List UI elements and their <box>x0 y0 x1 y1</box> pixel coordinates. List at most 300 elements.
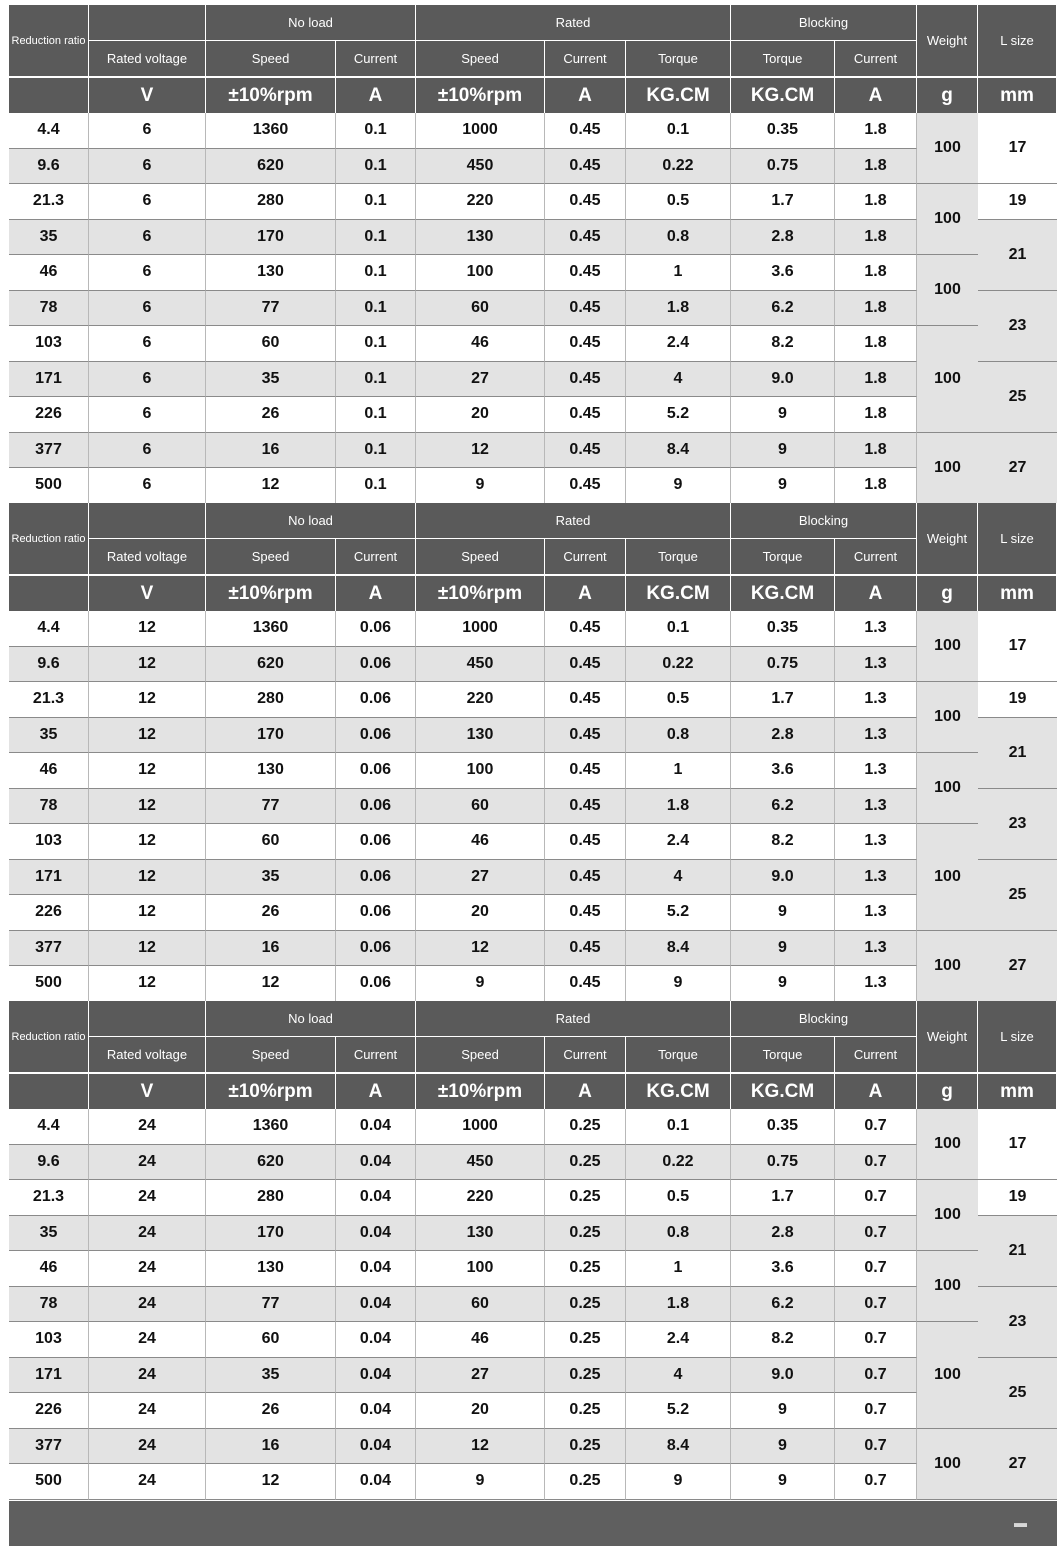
table-cell: 16 <box>206 433 336 469</box>
table-cell: 60 <box>206 1322 336 1358</box>
header-current: Current <box>336 1037 416 1073</box>
unit-cell: ±10%rpm <box>416 575 545 611</box>
table-cell: 280 <box>206 1180 336 1216</box>
header-current: Current <box>545 539 626 575</box>
table-cell: 2.8 <box>731 718 835 754</box>
l-size-cell: 23 <box>978 291 1057 362</box>
table-cell: 0.5 <box>626 184 731 220</box>
table-cell: 1.3 <box>835 966 917 1002</box>
table-cell: 24 <box>89 1358 206 1394</box>
table-cell: 9.0 <box>731 860 835 896</box>
table-cell: 377 <box>9 1429 89 1465</box>
header-rated-voltage: Rated voltage <box>89 1037 206 1073</box>
table-cell: 0.04 <box>336 1145 416 1181</box>
table-cell: 0.45 <box>545 468 626 504</box>
unit-cell-empty <box>9 575 89 611</box>
table-cell: 0.45 <box>545 789 626 825</box>
table-cell: 130 <box>206 1251 336 1287</box>
table-cell: 9 <box>626 468 731 504</box>
unit-cell: mm <box>978 77 1057 113</box>
table-cell: 0.45 <box>545 326 626 362</box>
table-cell: 9 <box>731 397 835 433</box>
table-cell: 0.8 <box>626 220 731 256</box>
table-cell: 0.45 <box>545 966 626 1002</box>
footer-bar <box>9 1501 1057 1546</box>
table-cell: 0.04 <box>336 1251 416 1287</box>
unit-cell: mm <box>978 575 1057 611</box>
header-current: Current <box>835 1037 917 1073</box>
header-speed: Speed <box>416 41 545 77</box>
table-cell: 103 <box>9 326 89 362</box>
l-size-cell: 27 <box>978 1429 1057 1500</box>
table-cell: 60 <box>416 291 545 327</box>
header-weight: Weight <box>917 503 978 575</box>
table-cell: 46 <box>9 255 89 291</box>
table-cell: 0.1 <box>336 255 416 291</box>
table-cell: 130 <box>416 220 545 256</box>
table-cell: 0.06 <box>336 611 416 647</box>
table-cell: 0.06 <box>336 718 416 754</box>
table-cell: 16 <box>206 931 336 967</box>
table-cell: 35 <box>206 860 336 896</box>
table-cell: 0.06 <box>336 931 416 967</box>
table-cell: 100 <box>416 753 545 789</box>
unit-cell: V <box>89 1073 206 1109</box>
table-cell: 500 <box>9 468 89 504</box>
l-size-cell: 21 <box>978 220 1057 291</box>
table-cell: 0.25 <box>545 1429 626 1465</box>
table-cell: 12 <box>89 931 206 967</box>
unit-cell: KG.CM <box>626 77 731 113</box>
table-cell: 6.2 <box>731 291 835 327</box>
table-cell: 9 <box>626 1464 731 1500</box>
table-cell: 0.1 <box>336 362 416 398</box>
header-current: Current <box>835 41 917 77</box>
table-cell: 27 <box>416 1358 545 1394</box>
table-cell: 0.7 <box>835 1180 917 1216</box>
table-cell: 12 <box>89 753 206 789</box>
header-blocking: Blocking <box>731 5 917 41</box>
unit-cell: ±10%rpm <box>416 1073 545 1109</box>
table-cell: 24 <box>89 1464 206 1500</box>
header-rated-voltage: Rated voltage <box>89 41 206 77</box>
table-cell: 0.1 <box>626 1109 731 1145</box>
header-speed: Speed <box>206 41 336 77</box>
table-cell: 20 <box>416 1393 545 1429</box>
header-spacer <box>89 1001 206 1037</box>
unit-cell-empty <box>9 77 89 113</box>
table-cell: 1.8 <box>835 433 917 469</box>
table-cell: 280 <box>206 184 336 220</box>
l-size-cell: 23 <box>978 789 1057 860</box>
table-cell: 0.1 <box>336 433 416 469</box>
table-cell: 130 <box>416 718 545 754</box>
weight-cell: 100 <box>917 1180 978 1251</box>
table-cell: 4 <box>626 362 731 398</box>
table-cell: 12 <box>89 860 206 896</box>
table-cell: 4 <box>626 860 731 896</box>
header-torque: Torque <box>731 1037 835 1073</box>
table-cell: 1.3 <box>835 718 917 754</box>
table-cell: 226 <box>9 1393 89 1429</box>
table-cell: 4 <box>626 1358 731 1394</box>
table-cell: 377 <box>9 931 89 967</box>
table-cell: 0.06 <box>336 824 416 860</box>
table-cell: 0.04 <box>336 1180 416 1216</box>
table-cell: 0.06 <box>336 647 416 683</box>
table-cell: 170 <box>206 718 336 754</box>
table-cell: 9 <box>416 468 545 504</box>
table-cell: 1.3 <box>835 931 917 967</box>
table-cell: 0.8 <box>626 1216 731 1252</box>
table-cell: 0.45 <box>545 753 626 789</box>
unit-cell: mm <box>978 1073 1057 1109</box>
header-weight: Weight <box>917 5 978 77</box>
table-cell: 0.25 <box>545 1393 626 1429</box>
table-cell: 21.3 <box>9 184 89 220</box>
table-cell: 0.1 <box>336 149 416 185</box>
table-cell: 12 <box>206 468 336 504</box>
table-cell: 24 <box>89 1145 206 1181</box>
unit-cell: ±10%rpm <box>206 1073 336 1109</box>
header-rated: Rated <box>416 503 731 539</box>
table-cell: 9 <box>731 895 835 931</box>
table-cell: 100 <box>416 255 545 291</box>
table-cell: 8.4 <box>626 433 731 469</box>
header-speed: Speed <box>206 539 336 575</box>
table-cell: 1360 <box>206 1109 336 1145</box>
table-cell: 4.4 <box>9 611 89 647</box>
table-cell: 6 <box>89 362 206 398</box>
table-cell: 0.1 <box>336 220 416 256</box>
table-cell: 1.3 <box>835 860 917 896</box>
table-cell: 26 <box>206 1393 336 1429</box>
table-cell: 226 <box>9 895 89 931</box>
header-no-load: No load <box>206 1001 416 1037</box>
table-cell: 170 <box>206 1216 336 1252</box>
table-cell: 9 <box>731 468 835 504</box>
table-cell: 1.8 <box>626 291 731 327</box>
table-cell: 0.04 <box>336 1109 416 1145</box>
table-cell: 2.4 <box>626 824 731 860</box>
table-cell: 5.2 <box>626 1393 731 1429</box>
weight-cell: 100 <box>917 326 978 433</box>
table-cell: 450 <box>416 149 545 185</box>
header-current: Current <box>545 1037 626 1073</box>
unit-cell: A <box>336 77 416 113</box>
table-cell: 0.45 <box>545 895 626 931</box>
table-cell: 0.75 <box>731 149 835 185</box>
l-size-cell: 23 <box>978 1287 1057 1358</box>
unit-cell: ±10%rpm <box>206 575 336 611</box>
table-cell: 12 <box>416 931 545 967</box>
table-cell: 1.3 <box>835 753 917 789</box>
header-no-load: No load <box>206 503 416 539</box>
table-cell: 620 <box>206 647 336 683</box>
unit-cell: A <box>545 575 626 611</box>
header-spacer <box>89 5 206 41</box>
table-cell: 12 <box>89 682 206 718</box>
table-cell: 0.25 <box>545 1287 626 1323</box>
unit-cell: KG.CM <box>731 575 835 611</box>
header-current: Current <box>336 539 416 575</box>
table-cell: 0.04 <box>336 1393 416 1429</box>
l-size-cell: 21 <box>978 1216 1057 1287</box>
table-cell: 1.8 <box>835 255 917 291</box>
l-size-cell: 21 <box>978 718 1057 789</box>
header-weight: Weight <box>917 1001 978 1073</box>
table-cell: 2.8 <box>731 220 835 256</box>
table-cell: 12 <box>416 1429 545 1465</box>
table-cell: 35 <box>9 220 89 256</box>
table-cell: 16 <box>206 1429 336 1465</box>
header-speed: Speed <box>416 539 545 575</box>
table-cell: 4.4 <box>9 113 89 149</box>
table-cell: 0.7 <box>835 1216 917 1252</box>
table-cell: 1.8 <box>835 184 917 220</box>
table-cell: 5.2 <box>626 397 731 433</box>
table-cell: 9 <box>731 1393 835 1429</box>
table-cell: 26 <box>206 397 336 433</box>
table-cell: 4.4 <box>9 1109 89 1145</box>
table-cell: 12 <box>89 789 206 825</box>
table-cell: 130 <box>206 255 336 291</box>
table-cell: 8.2 <box>731 824 835 860</box>
unit-cell: A <box>545 1073 626 1109</box>
table-cell: 27 <box>416 860 545 896</box>
table-cell: 0.1 <box>336 113 416 149</box>
table-cell: 6 <box>89 184 206 220</box>
header-speed: Speed <box>416 1037 545 1073</box>
table-cell: 60 <box>416 789 545 825</box>
table-cell: 2.4 <box>626 1322 731 1358</box>
table-cell: 0.1 <box>626 611 731 647</box>
table-cell: 35 <box>206 1358 336 1394</box>
unit-cell: KG.CM <box>731 1073 835 1109</box>
unit-cell: A <box>545 77 626 113</box>
table-cell: 6 <box>89 113 206 149</box>
table-cell: 0.7 <box>835 1145 917 1181</box>
header-blocking: Blocking <box>731 503 917 539</box>
table-cell: 9 <box>731 433 835 469</box>
table-cell: 130 <box>416 1216 545 1252</box>
table-cell: 6 <box>89 291 206 327</box>
table-cell: 9 <box>731 1429 835 1465</box>
table-cell: 0.06 <box>336 966 416 1002</box>
table-cell: 1.8 <box>835 468 917 504</box>
table-cell: 0.45 <box>545 149 626 185</box>
l-size-cell: 25 <box>978 1358 1057 1429</box>
unit-cell-empty <box>9 1073 89 1109</box>
header-rated-voltage: Rated voltage <box>89 539 206 575</box>
table-cell: 0.06 <box>336 860 416 896</box>
unit-cell: g <box>917 575 978 611</box>
unit-cell: KG.CM <box>626 575 731 611</box>
table-cell: 3.6 <box>731 255 835 291</box>
table-cell: 0.45 <box>545 291 626 327</box>
table-cell: 6.2 <box>731 1287 835 1323</box>
table-cell: 21.3 <box>9 1180 89 1216</box>
table-cell: 0.06 <box>336 682 416 718</box>
table-cell: 0.04 <box>336 1216 416 1252</box>
weight-cell: 100 <box>917 113 978 184</box>
table-cell: 103 <box>9 1322 89 1358</box>
table-cell: 6 <box>89 468 206 504</box>
header-spacer <box>89 503 206 539</box>
table-cell: 130 <box>206 753 336 789</box>
unit-cell: ±10%rpm <box>416 77 545 113</box>
table-cell: 1.8 <box>835 397 917 433</box>
table-cell: 0.04 <box>336 1358 416 1394</box>
table-cell: 0.25 <box>545 1180 626 1216</box>
table-cell: 0.1 <box>336 184 416 220</box>
table-cell: 9 <box>731 966 835 1002</box>
header-torque: Torque <box>626 1037 731 1073</box>
table-cell: 78 <box>9 1287 89 1323</box>
table-cell: 0.25 <box>545 1216 626 1252</box>
table-cell: 9 <box>416 1464 545 1500</box>
table-cell: 1.3 <box>835 682 917 718</box>
watermark-icon: ▬ <box>1014 1515 1027 1530</box>
table-cell: 0.8 <box>626 718 731 754</box>
header-torque: Torque <box>626 539 731 575</box>
table-cell: 0.45 <box>545 113 626 149</box>
table-cell: 1.3 <box>835 647 917 683</box>
table-cell: 8.2 <box>731 326 835 362</box>
unit-cell: A <box>835 575 917 611</box>
header-reduction-ratio: Reduction ratio <box>9 503 89 575</box>
unit-cell: g <box>917 77 978 113</box>
table-cell: 171 <box>9 362 89 398</box>
table-cell: 24 <box>89 1180 206 1216</box>
weight-cell: 100 <box>917 184 978 255</box>
header-blocking: Blocking <box>731 1001 917 1037</box>
table-cell: 377 <box>9 433 89 469</box>
table-cell: 20 <box>416 895 545 931</box>
table-cell: 24 <box>89 1287 206 1323</box>
table-cell: 8.4 <box>626 1429 731 1465</box>
table-cell: 0.1 <box>336 291 416 327</box>
table-cell: 170 <box>206 220 336 256</box>
table-cell: 1360 <box>206 113 336 149</box>
table-cell: 12 <box>89 824 206 860</box>
table-cell: 0.45 <box>545 718 626 754</box>
table-cell: 1.7 <box>731 184 835 220</box>
table-cell: 1.8 <box>835 326 917 362</box>
table-cell: 3.6 <box>731 753 835 789</box>
header-torque: Torque <box>731 539 835 575</box>
table-cell: 1.7 <box>731 682 835 718</box>
table-cell: 9 <box>731 1464 835 1500</box>
table-cell: 0.7 <box>835 1251 917 1287</box>
spec-table-1 <box>9 5 1057 503</box>
table-cell: 1.7 <box>731 1180 835 1216</box>
unit-cell: g <box>917 1073 978 1109</box>
header-current: Current <box>336 41 416 77</box>
table-cell: 12 <box>206 1464 336 1500</box>
table-cell: 24 <box>89 1216 206 1252</box>
table-cell: 0.7 <box>835 1109 917 1145</box>
table-cell: 12 <box>89 647 206 683</box>
table-cell: 12 <box>89 611 206 647</box>
table-cell: 1000 <box>416 611 545 647</box>
table-cell: 220 <box>416 1180 545 1216</box>
table-cell: 0.45 <box>545 647 626 683</box>
table-cell: 0.5 <box>626 682 731 718</box>
table-cell: 6 <box>89 433 206 469</box>
table-cell: 0.25 <box>545 1251 626 1287</box>
table-cell: 21.3 <box>9 682 89 718</box>
header-reduction-ratio: Reduction ratio <box>9 1001 89 1073</box>
table-cell: 0.75 <box>731 647 835 683</box>
table-cell: 0.45 <box>545 682 626 718</box>
table-cell: 0.06 <box>336 753 416 789</box>
table-cell: 0.35 <box>731 611 835 647</box>
table-cell: 0.25 <box>545 1322 626 1358</box>
header-rated: Rated <box>416 5 731 41</box>
table-cell: 6.2 <box>731 789 835 825</box>
table-cell: 0.45 <box>545 220 626 256</box>
table-cell: 0.04 <box>336 1322 416 1358</box>
unit-cell: A <box>336 575 416 611</box>
table-cell: 2.8 <box>731 1216 835 1252</box>
table-cell: 0.7 <box>835 1464 917 1500</box>
table-cell: 78 <box>9 291 89 327</box>
table-cell: 8.2 <box>731 1322 835 1358</box>
table-cell: 35 <box>9 1216 89 1252</box>
l-size-cell: 27 <box>978 433 1057 504</box>
table-cell: 26 <box>206 895 336 931</box>
table-cell: 77 <box>206 789 336 825</box>
table-cell: 0.7 <box>835 1358 917 1394</box>
table-cell: 226 <box>9 397 89 433</box>
table-cell: 220 <box>416 184 545 220</box>
l-size-cell: 25 <box>978 860 1057 931</box>
header-torque: Torque <box>731 41 835 77</box>
table-cell: 1.8 <box>835 291 917 327</box>
weight-cell: 100 <box>917 1322 978 1429</box>
table-cell: 171 <box>9 1358 89 1394</box>
table-cell: 0.1 <box>336 326 416 362</box>
table-cell: 2.4 <box>626 326 731 362</box>
unit-cell: A <box>336 1073 416 1109</box>
table-cell: 60 <box>206 824 336 860</box>
l-size-cell: 19 <box>978 184 1057 220</box>
table-cell: 1.3 <box>835 611 917 647</box>
l-size-cell: 17 <box>978 611 1057 682</box>
spec-table-3 <box>9 1001 1057 1499</box>
header-current: Current <box>545 41 626 77</box>
table-cell: 1.8 <box>835 362 917 398</box>
table-cell: 9.0 <box>731 1358 835 1394</box>
table-cell: 1 <box>626 1251 731 1287</box>
table-cell: 620 <box>206 149 336 185</box>
weight-cell: 100 <box>917 1251 978 1322</box>
header-reduction-ratio: Reduction ratio <box>9 5 89 77</box>
table-cell: 3.6 <box>731 1251 835 1287</box>
table-cell: 1 <box>626 753 731 789</box>
table-cell: 0.25 <box>545 1145 626 1181</box>
table-cell: 100 <box>416 1251 545 1287</box>
table-cell: 77 <box>206 291 336 327</box>
table-cell: 0.25 <box>545 1464 626 1500</box>
header-l-size: L size <box>978 1001 1057 1073</box>
table-cell: 20 <box>416 397 545 433</box>
table-cell: 12 <box>89 718 206 754</box>
table-cell: 46 <box>9 1251 89 1287</box>
table-cell: 620 <box>206 1145 336 1181</box>
table-cell: 24 <box>89 1251 206 1287</box>
